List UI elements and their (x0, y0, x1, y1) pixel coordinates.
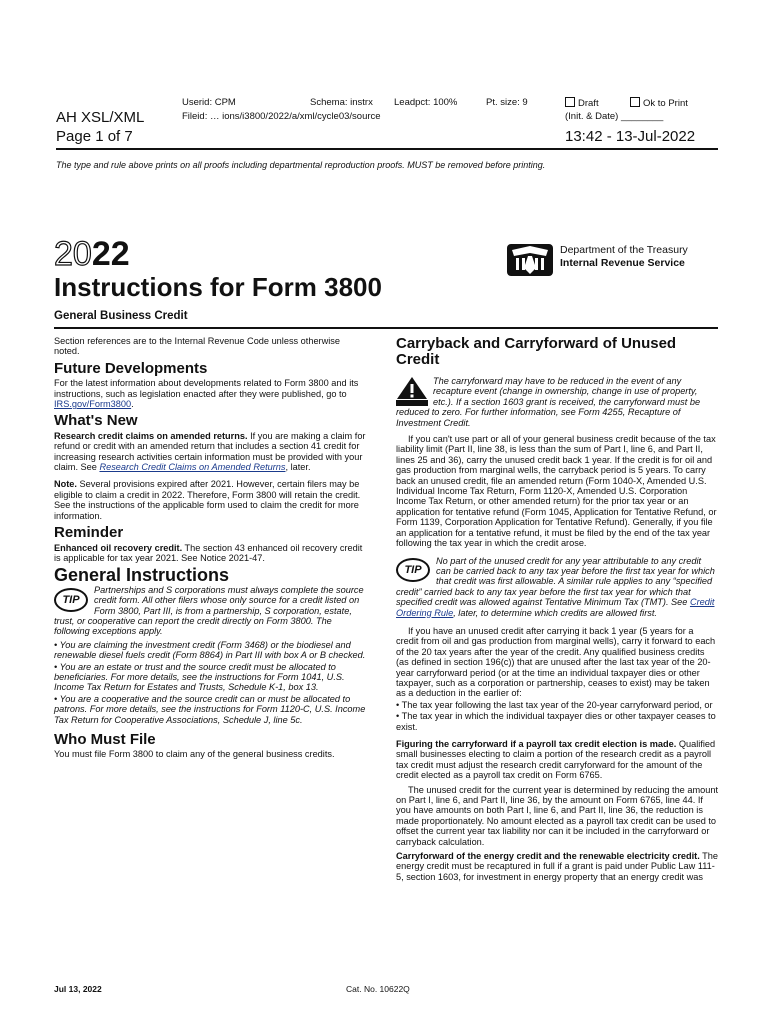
draft-checkbox[interactable] (565, 97, 575, 107)
carryforward-paragraph: If you have an unused credit after carrying it back 1 year (5 years for a credit from oil and gas production from marginal wells), carry it forward to each of the 20 tax years after the year of the credit. Any qualified business credits (as defined in section 196(c)) that are unused after the last tax year of the 20-year carryforward period (or at the time an individual taxpayer dies or other taxpayer, such as a corporation or partnership, ceases to exist) may be taken as a deduction in the earlier of: (396, 625, 716, 699)
proof-page: Page 1 of 7 (56, 128, 133, 145)
bullet-1-text: You are claiming the investment credit (Form 3468) or the biodiesel and renewable diesel fuels credit (Form 8864) in Part III with box A or B checked. (54, 639, 366, 661)
tip2-text: No part of the unused credit for any year attributable to any credit can be carried back to any tax year before the first tax year for which that credit was first allowable. A similar rule applies to any “specified credit” carried back to any tax year before the first tax year for which that specified credit was allowed against Tentative Minimum Tax (TMT). See (396, 555, 715, 608)
carryback-paragraph: If you can't use part or all of your general business credit because of the tax liability limit (Part II, line 38, is less than the sum of Part I, line 6, and Part II, lines 25 and 36), carry the unused credit back 1 year. If the credit is for oil and gas production from marginal wells, the carryback period is 5 years. To carry back an unused credit, file an amended return (Form 1040-X, Amended U.S. Individual Income Tax Return, Form 1120-X, Amended U.S. Corporation Income Tax Return, or other amended return) for the prior tax year or an application for tentative refund (Form 1045, Application for Tentative Refund, or Form 1139, Corporation Application for Tentative Refund). Generally, if you file an application for a tentative refund, it must be filed by the end of the tax year following the tax year in which the credit arose. (396, 434, 717, 549)
proof-ok[interactable] (630, 97, 688, 109)
energy-bold: Carryforward of the energy credit and the renewable electricity credit. (396, 851, 700, 862)
ok-checkbox[interactable] (630, 97, 640, 107)
reminder-heading: Reminder (54, 524, 124, 542)
eor-bold: Enhanced oil recovery credit. (54, 542, 183, 553)
rc-text: If you are making a claim for refund or credit with an amended return that includes a section 41 credit for increasing research activities certain information must be provided with your claim. See (54, 430, 366, 473)
bullet-3-text: You are a cooperative and the source credit can or must be allocated to patrons. For more details, see the instructions for Form 1120-C, U.S. Income Tax Return for Cooperative Associations, Schedule J, line 5c. (54, 693, 366, 725)
year-bold: 22 (91, 235, 130, 273)
future-text: For the latest information about developments related to Form 3800 and its instructions, such as legislation enacted after they were published, go to (54, 378, 359, 399)
caution-triangle-icon (396, 376, 428, 406)
proof-schema: Schema: instrx (310, 97, 373, 108)
ok-label: Ok to Print (643, 98, 688, 109)
unused-credit-paragraph: The unused credit for the current year is determined by reducing the amount on Part I, line 6, and Part II, line 36, by the amount on Form 6765, line 44. If you have amounts on both Part I, line 6, and Part II, line 36, the reduction is made proportionately. No amount elected as a payroll tax credit can be used to offset the current year tax liability nor can it be included in the carryforward or carryback calculation. (396, 784, 718, 847)
proof-fileid: Fileid: … ions/i3800/2022/a/xml/cycle03/source (182, 111, 381, 122)
title-rule (54, 327, 718, 329)
footer-date: Jul 13, 2022 (54, 984, 102, 994)
payroll-bold: Figuring the carryforward if a payroll tax credit election is made. (396, 739, 677, 749)
energy-text: The energy credit must be recaptured in full if a grant is paid under Public Law 111-5, section 1603, for investment in energy property that an energy credit was (396, 851, 719, 882)
tip-icon: TIP (54, 588, 88, 612)
payroll-paragraph (396, 739, 718, 781)
research-credit-paragraph (54, 431, 366, 473)
year-light: 20 (54, 235, 92, 273)
caution-block (396, 376, 718, 428)
right-bullet-2: • The tax year in which the individual taxpayer dies or other taxpayer ceases to exist. (396, 711, 716, 732)
right-bullet-1: • The tax year following the last tax year of the 20-year carryforward period, or (396, 699, 713, 710)
tip-text: Partnerships and S corporations must always complete the source credit form. All other filers whose only source for a credit listed on Form 3800, Part III, is from a partnership, S corporation, estate, trust, or cooperative can report the credit directly on Form 3800. The following exceptions apply. (54, 584, 364, 637)
irs-name: Internal Revenue Service (560, 257, 685, 269)
note-text: Several provisions expired after 2021. However, certain filers may be eligible to claim a credit in 2022. Therefore, Form 3800 will retain the credit. See the instructions of the applicable form used to claim the credit for more information. (54, 479, 361, 521)
draft-label: Draft (578, 98, 599, 109)
eor-paragraph (54, 543, 366, 564)
right-bullet-2-text: The tax year in which the individual taxpayer dies or other taxpayer ceases to exist. (396, 711, 716, 732)
energy-paragraph (396, 851, 718, 882)
intro-text: Section references are to the Internal Revenue Code unless otherwise noted. (54, 336, 341, 357)
year (54, 234, 130, 274)
rc-end: , later. (285, 462, 311, 473)
bullet-2-text: You are an estate or trust and the source credit must be allocated to beneficiaries. For more details, see the instructions for Form 1041, U.S. Income Tax Return for Estates and Trusts, Schedule K-1, box 13. (54, 661, 345, 693)
bullet-3: • You are a cooperative and the source credit can or must be allocated to patrons. For more details, see the instructions for Form 1120-C, U.S. Income Tax Return for Cooperative Associations, Schedule J, line 5c. (54, 693, 366, 725)
whats-new-heading: What's New (54, 412, 138, 430)
rc-bold: Research credit claims on amended returns. (54, 430, 248, 441)
future-paragraph: For the latest information about developments related to Form 3800 and its instructions, such as legislation enacted after they were published, go to IRS.gov/Form3800. (54, 378, 359, 410)
dept-name: Department of the Treasury (560, 244, 688, 256)
right-column (396, 336, 718, 889)
note-bold: Note. (54, 479, 77, 490)
proof-draft[interactable] (565, 97, 599, 109)
proof-userid: Userid: CPM (182, 97, 236, 108)
credit-ordering-rule-link[interactable]: Credit Ordering Rule (396, 597, 715, 618)
form3800-link[interactable]: IRS.gov/Form3800 (54, 399, 132, 410)
footer-cat: Cat. No. 10622Q (346, 984, 410, 994)
bullet-1: • You are claiming the investment credit (Form 3468) or the biodiesel and renewable diesel fuels credit (Form 8864) in Part III with box A or B checked. (54, 639, 366, 661)
future-heading: Future Developments (54, 359, 208, 377)
tip2-block (396, 556, 718, 618)
who-must-file-heading: Who Must File (54, 731, 156, 748)
bullet-2: • You are an estate or trust and the source credit must be allocated to beneficiaries. For more details, see the instructions for Form 1041, U.S. Income Tax Return for Estates and Trusts, Schedule K-1, box 13. (54, 661, 345, 693)
proof-rule (56, 148, 718, 150)
eor-text: The section 43 enhanced oil recovery credit is applicable for tax year 2021. See Notice 2021-47. (54, 542, 363, 563)
research-credit-link[interactable]: Research Credit Claims on Amended Returns (99, 462, 286, 473)
note-paragraph (54, 479, 366, 521)
right-bullet-1-text: The tax year following the last tax year of the 20-year carryforward period, or (401, 699, 713, 710)
caution-icon (396, 376, 428, 406)
tip-block (54, 585, 366, 637)
caution-text: The carryforward may have to be reduced in the event of any recapture event (change in ownership, change in use of property, etc.). If a section 1603 grant is received, the carryforward must be reduced to zero. For further information, see Form 4255, Recapture of Investment Credit. (396, 376, 701, 428)
general-instructions-heading: General Instructions (54, 565, 230, 586)
proof-leadpct: Leadpct: 100% (394, 97, 458, 108)
carryback-heading: Carryback and Carryforward of Unused Credit (396, 335, 677, 368)
proof-note: The type and rule above prints on all proofs including departmental reproduction proofs. MUST be removed before printing. (56, 160, 546, 170)
proof-datetime: 13:42 - 13-Jul-2022 (565, 128, 696, 145)
proof-init: (Init. & Date) ________ (565, 111, 664, 122)
left-column (54, 336, 366, 767)
page-subtitle: General Business Credit (54, 310, 188, 322)
irs-eagle-logo-icon (506, 242, 554, 278)
page-title: Instructions for Form 3800 (54, 272, 382, 302)
who-must-file-text: You must file Form 3800 to claim any of the general business credits. (54, 749, 335, 760)
payroll-text: Qualified small businesses electing to claim a portion of the research credit as a payroll tax credit must adjust the research credit carryforward for the amount of the credit elected as a payroll tax credit on Form 6765. (396, 739, 716, 781)
tip2-end: , later, to determine which credits are allowed first. (453, 607, 657, 618)
proof-ptsize: Pt. size: 9 (486, 97, 528, 108)
proof-name: AH XSL/XML (56, 109, 145, 126)
tip2-icon: TIP (396, 558, 430, 582)
